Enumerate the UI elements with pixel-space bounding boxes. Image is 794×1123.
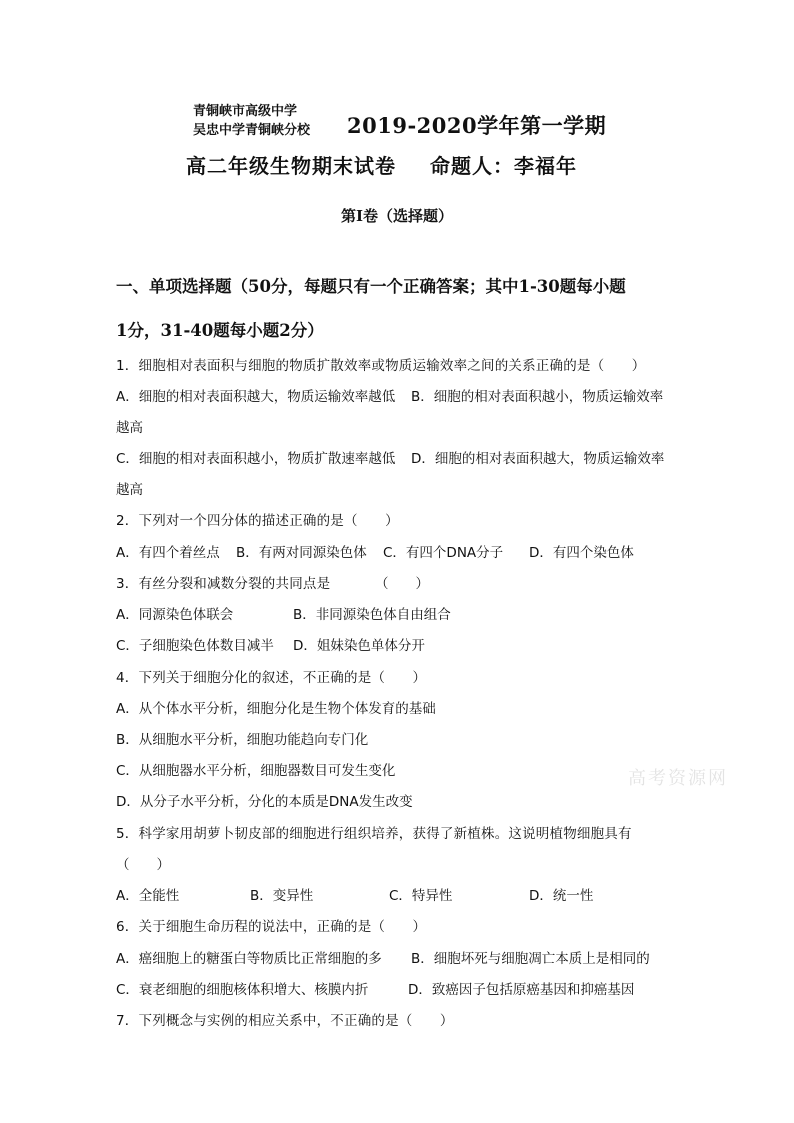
question-1-option-a: A．细胞的相对表面积越大，物质运输效率越低 — [116, 389, 396, 405]
school-line-2: 吴忠中学青铜峡分校 — [193, 123, 311, 138]
question-4-stem: 4．下列关于细胞分化的叙述，不正确的是（ ） — [116, 670, 427, 686]
question-2-option-b: B．有两对同源染色体 — [236, 545, 367, 561]
question-5-option-b: B．变异性 — [250, 888, 314, 904]
watermark: 高考资源网 — [628, 768, 728, 789]
question-6-option-c: C．衰老细胞的细胞核体积增大、核膜内折 — [116, 982, 369, 998]
exam-author: 命题人：李福年 — [430, 154, 577, 178]
volume-title: 第Ⅰ卷（选择题） — [340, 207, 454, 225]
question-3-option-d: D．姐妹染色单体分开 — [293, 638, 425, 654]
question-1-option-c: C．细胞的相对表面积越小，物质扩散速率越低 — [116, 451, 396, 467]
question-5-option-d: D．统一性 — [529, 888, 594, 904]
question-7-stem: 7．下列概念与实例的相应关系中，不正确的是（ ） — [116, 1013, 454, 1029]
exam-title: 高二年级生物期末试卷 — [186, 154, 396, 178]
question-6-option-d: D．致癌因子包括原癌基因和抑癌基因 — [408, 982, 635, 998]
question-3-answer-paren: （ ） — [375, 576, 429, 592]
question-5-option-c: C．特异性 — [389, 888, 453, 904]
question-3-stem: 3．有丝分裂和减数分裂的共同点是 — [116, 576, 331, 592]
section-heading-line-1: 一、单项选择题（50分，每题只有一个正确答案；其中1-30题每小题 — [116, 277, 626, 296]
question-4-option-a: A．从个体水平分析，细胞分化是生物个体发育的基础 — [116, 701, 436, 717]
school-line-1: 青铜峡市高级中学 — [193, 104, 298, 119]
section-heading-line-2: 1分，31-40题每小题2分） — [116, 321, 324, 340]
question-2-option-a: A．有四个着丝点 — [116, 545, 220, 561]
question-1-option-b: B．细胞的相对表面积越小，物质运输效率 — [411, 389, 664, 405]
question-4-option-b: B．从细胞水平分析，细胞功能趋向专门化 — [116, 732, 369, 748]
question-6-stem: 6．关于细胞生命历程的说法中，正确的是（ ） — [116, 919, 427, 935]
question-1-option-b-cont: 越高 — [116, 420, 143, 436]
question-4-option-c: C．从细胞器水平分析，细胞器数目可发生变化 — [116, 763, 396, 779]
question-1-option-d: D．细胞的相对表面积越大，物质运输效率 — [411, 451, 665, 467]
question-1-option-d-cont: 越高 — [116, 482, 143, 498]
term-title: 2019-2020学年第一学期 — [347, 113, 607, 138]
school-names — [193, 102, 310, 140]
question-4-option-d: D．从分子水平分析，分化的本质是DNA发生改变 — [116, 794, 413, 810]
exam-subtitle — [186, 150, 577, 179]
question-2-stem: 2．下列对一个四分体的描述正确的是（ ） — [116, 513, 399, 529]
question-3-option-c: C．子细胞染色体数目减半 — [116, 638, 274, 654]
question-5-option-a: A．全能性 — [116, 888, 180, 904]
question-1-stem: 1．细胞相对表面积与细胞的物质扩散效率或物质运输效率之间的关系正确的是（ ） — [116, 358, 646, 374]
question-6-option-a: A．癌细胞上的糖蛋白等物质比正常细胞的多 — [116, 951, 382, 967]
exam-header — [193, 102, 613, 142]
question-2-option-d: D．有四个染色体 — [529, 545, 634, 561]
question-5-answer-paren: （ ） — [116, 857, 170, 873]
question-3-option-b: B．非同源染色体自由组合 — [293, 607, 451, 623]
question-6-option-b: B．细胞坏死与细胞凋亡本质上是相同的 — [411, 951, 650, 967]
question-2-option-c: C．有四个DNA分子 — [383, 545, 504, 561]
question-3-option-a: A．同源染色体联会 — [116, 607, 234, 623]
question-5-stem: 5．科学家用胡萝卜韧皮部的细胞进行组织培养，获得了新植株。这说明植物细胞具有 — [116, 826, 632, 842]
